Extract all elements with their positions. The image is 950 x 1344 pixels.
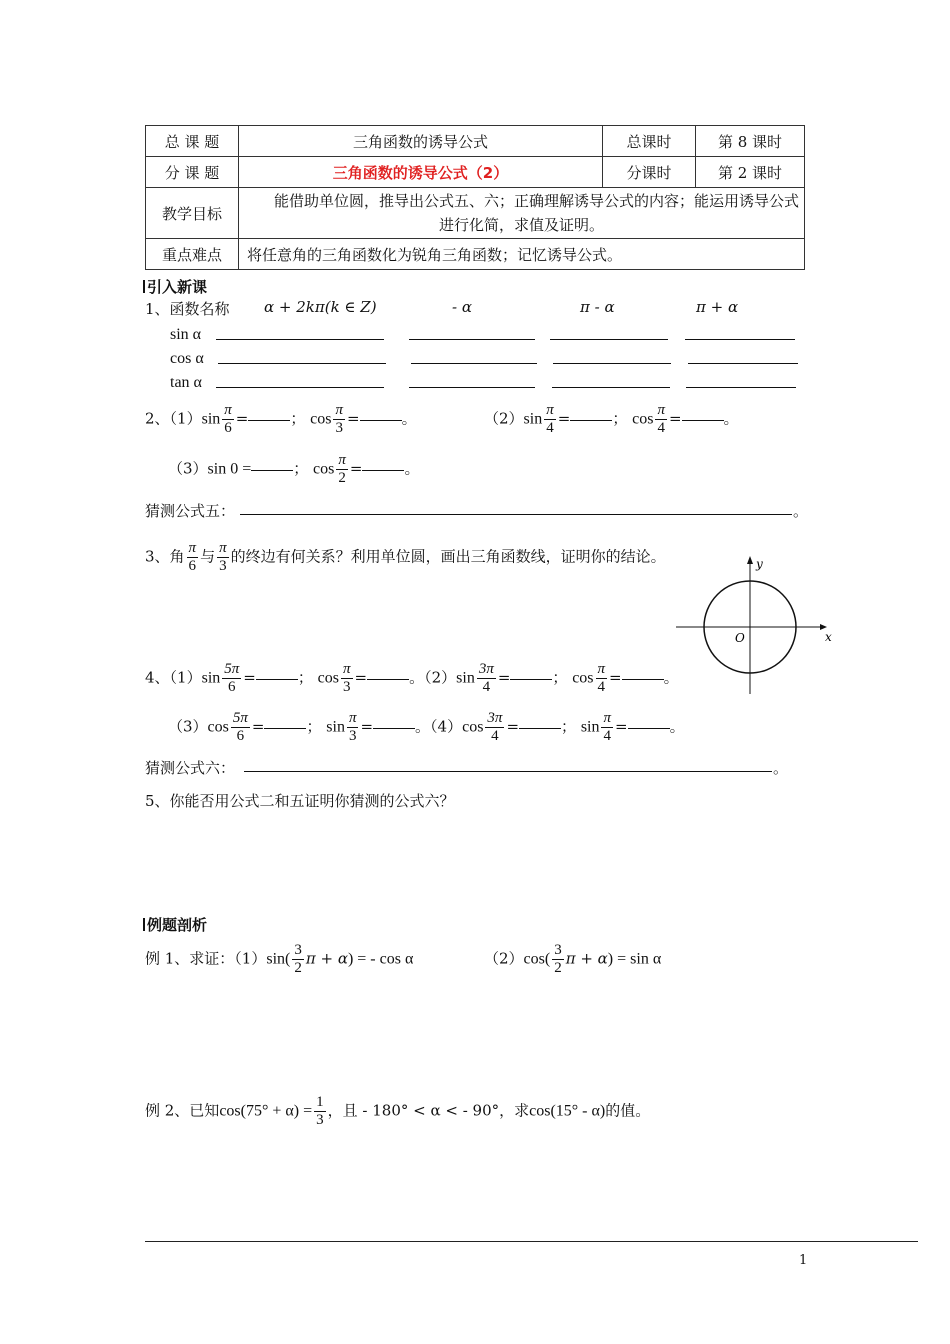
q1-col-1: α + 2kπ(k ∈ Z)	[264, 298, 377, 316]
blank-line[interactable]	[216, 387, 384, 388]
q1-label: 1、函数名称	[145, 300, 230, 318]
blank-line[interactable]	[685, 339, 795, 340]
answer-blank[interactable]	[256, 678, 298, 680]
label-total-hours: 总课时	[603, 126, 696, 157]
sub-hours: 第 2 课时	[696, 157, 805, 188]
label-sub-hours: 分课时	[603, 157, 696, 188]
key-points-text: 将任意角的三角函数化为锐角三角函数；记忆诱导公式。	[239, 239, 805, 270]
label-sub-topic: 分 课 题	[146, 157, 239, 188]
example-1: 例 1、求证：（1）sin( $\frac{3}{2}$ π + α) = - cos α	[145, 942, 414, 976]
sub-topic-title: 三角函数的诱导公式（2）	[239, 157, 603, 188]
answer-blank[interactable]	[373, 727, 415, 729]
page-number: 1	[799, 1253, 808, 1268]
header-table	[145, 125, 805, 270]
answer-blank[interactable]	[367, 678, 409, 680]
y-axis-arrow	[747, 556, 753, 564]
answer-blank[interactable]	[682, 419, 724, 421]
blank-line[interactable]	[409, 339, 535, 340]
label-key-points: 重点难点	[146, 239, 239, 270]
example-2: 例 2、已知cos(75° + α) = $\frac{1}{3}$ ，且 - 180° < α < - 90°，求cos(15° - α)的值。	[145, 1094, 651, 1128]
blank-line[interactable]	[553, 363, 671, 364]
label-total-topic: 总 课 题	[146, 126, 239, 157]
answer-blank[interactable]	[264, 727, 306, 729]
answer-blank[interactable]	[570, 419, 612, 421]
answer-blank[interactable]	[622, 678, 664, 680]
q1-col-2: - α	[452, 298, 472, 316]
section-examples: 例题剖析	[143, 914, 207, 935]
answer-blank[interactable]	[510, 678, 552, 680]
answer-blank[interactable]	[519, 727, 561, 729]
y-label: y	[756, 557, 763, 571]
answer-blank[interactable]	[248, 419, 290, 421]
origin-label: O	[735, 631, 745, 645]
end-mark: 。	[773, 759, 789, 777]
blank-line[interactable]	[411, 363, 537, 364]
footer-rule	[145, 1241, 918, 1242]
q1-col-4: π + α	[696, 298, 739, 316]
guess-formula-6-label: 猜测公式六：	[145, 759, 236, 777]
q5: 5、你能否用公式二和五证明你猜测的公式六？	[145, 792, 455, 810]
q2-part2: （2）sin $\frac{\pi}{4}$ = ； cos $\frac{\pi}{4}$ = 。	[484, 402, 739, 436]
row-cos: cos α	[170, 350, 204, 367]
answer-blank[interactable]	[251, 469, 293, 471]
blank-line[interactable]	[216, 339, 384, 340]
q2-line1: 2、（1）sin $\frac{\pi}{6}$ = ； cos $\frac{\pi}{3}$ = 。	[145, 402, 417, 436]
blank-line[interactable]	[550, 339, 668, 340]
guess-formula-5-label: 猜测公式五：	[145, 502, 236, 520]
section-intro: 引入新课	[143, 276, 207, 297]
q4-line2: （3）cos $\frac{5\pi}{6}$ = ； sin $\frac{\pi}{3}$ = 。（4）cos $\frac{3\pi}{4}$ = ； sin $\frac{\pi}{4}$ = 。	[168, 710, 685, 744]
goals-text: 能借助单位圆，推导出公式五、六；正确理解诱导公式的内容；能运用诱导公式进行化简，求值及证明。	[239, 188, 805, 239]
answer-blank[interactable]	[360, 419, 402, 421]
blank-line[interactable]	[686, 387, 796, 388]
q3: 3、角 $\frac{\pi}{6}$ 与 $\frac{\pi}{3}$ 的终边有何关系？利用单位圆，画出三角函数线，证明你的结论。	[145, 540, 666, 574]
guess-formula-6-blank[interactable]	[244, 771, 772, 772]
row-sin: sin α	[170, 326, 202, 343]
blank-line[interactable]	[218, 363, 386, 364]
label-goals: 教学目标	[146, 188, 239, 239]
q2-part3: （3）sin 0 = ； cos $\frac{\pi}{2}$ = 。	[168, 452, 420, 486]
q1-col-3: π - α	[580, 298, 615, 316]
total-topic: 三角函数的诱导公式	[239, 126, 603, 157]
row-tan: tan α	[170, 374, 202, 391]
total-hours: 第 8 课时	[696, 126, 805, 157]
blank-line[interactable]	[552, 387, 670, 388]
answer-blank[interactable]	[628, 727, 670, 729]
blank-line[interactable]	[688, 363, 798, 364]
unit-circle-diagram	[670, 552, 840, 702]
answer-blank[interactable]	[362, 469, 404, 471]
x-label: x	[825, 630, 832, 644]
q4-line1: 4、（1）sin $\frac{5\pi}{6}$ = ； cos $\frac{\pi}{3}$ = 。（2）sin $\frac{3\pi}{4}$ = ； cos $\frac{\pi}{4}$ = 。	[145, 661, 679, 695]
end-mark: 。	[793, 502, 809, 520]
blank-line[interactable]	[409, 387, 535, 388]
example-1-part2: （2）cos( $\frac{3}{2}$ π + α) = sin α	[484, 942, 662, 976]
guess-formula-5-blank[interactable]	[240, 514, 792, 515]
